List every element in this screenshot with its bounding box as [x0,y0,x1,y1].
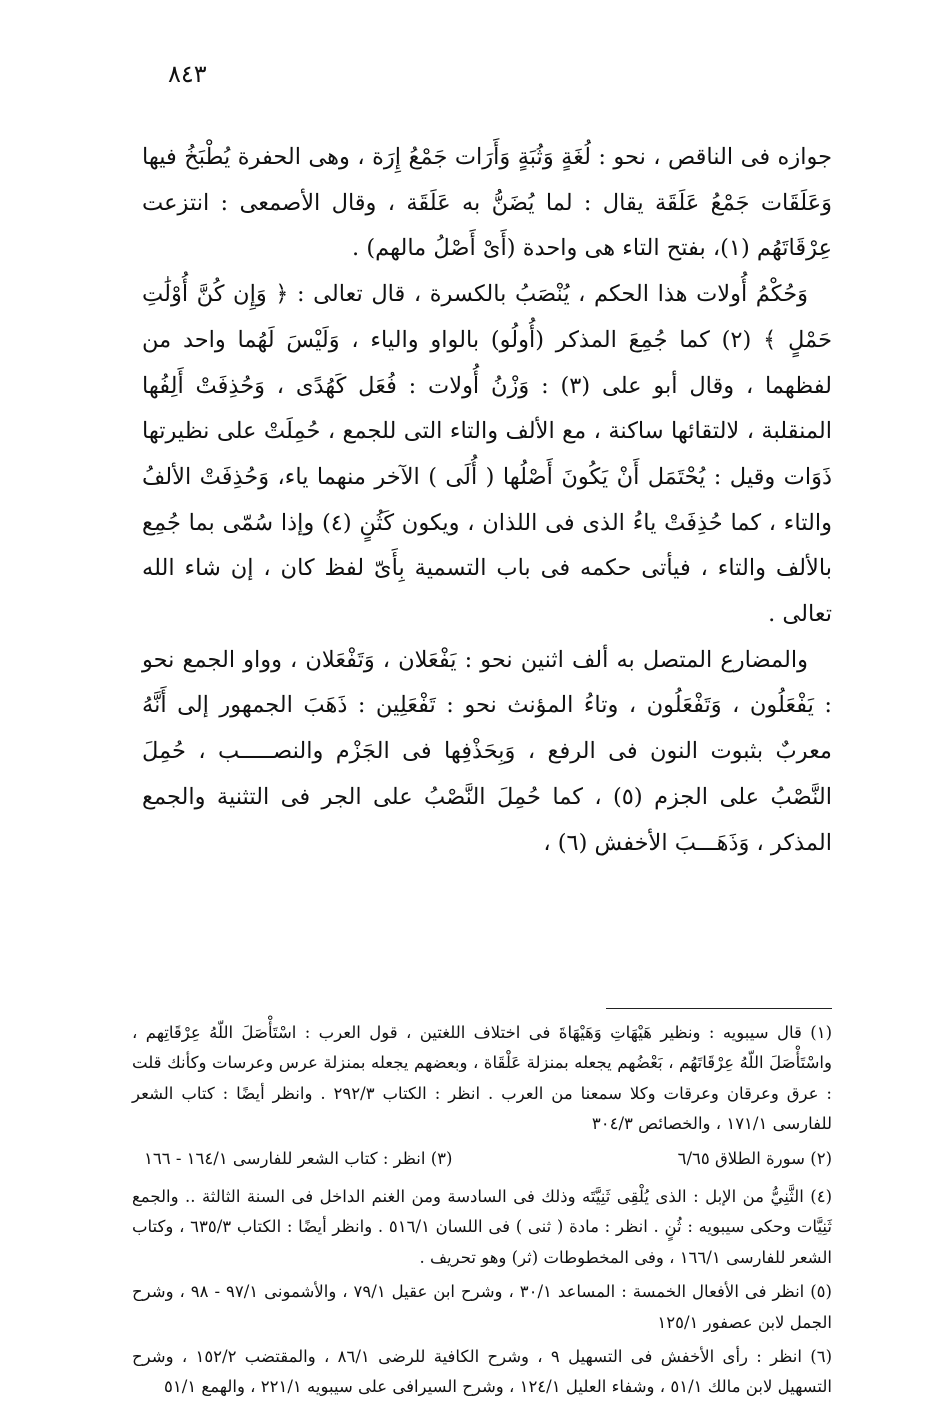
footnote-2: (٢) سورة الطلاق ٦/٦٥ [677,1148,832,1168]
body-paragraph-1: جوازه فى الناقص ، نحو : لُغَةٍ وَثُبَةٍ وَأَرَات جَمْعُ إِرَة ، وهى الحفرة يُطْبَخُ فيها وَعَلَقَات جَمْعُ عَلَقَة يقال : لما يُضَنُّ به عَلَقَة ، وقال الأصمعى : انتزعت عِرْقَاتَهُم (١)، بفتح التاء هى واحدة (أَىْ أَصْلُ مالهم) . [142,144,832,262]
body-paragraph-3: والمضارع المتصل به ألف اثنين نحو : يَفْعَلان ، وَتَفْعَلان ، وواو الجمع نحو : يَفْعَلُون ، وَتَفْعَلُون ، وتاءُ المؤنث نحو : تَفْعَلِين : ذَهَبَ الجمهور إلى أَنَّهُ معربٌ بثبوت النون فى الرفع ، وَبِحَذْفِها فى الجَزْم والنصـــــب ، حُمِلَ النَّصْبُ على الجزم (٥) ، كما حُمِلَ النَّصْبُ على الجر فى التثنية والجمع المذكر ، وَذَهَـــبَ الأخفش (٦) ، [142,646,832,856]
footnote-5: (٥) انظر فى الأفعال الخمسة : المساعد ٣٠/١ ، وشرح ابن عقيل ٧٩/١ ، والأشمونى ٩٧/١ - ٩٨ ، وشرح الجمل لابن عصفور ١٢٥/١ [132,1282,832,1332]
body-paragraph-2: وَحُكْمُ أُولات هذا الحكم ، يُنْصَبُ بالكسرة ، قال تعالى : ﴿ وَإِن كُنَّ أُوْلَٰتِ حَمْلٍ ﴾ (٢) كما جُمِعَ المذكر (أُولُو) بالواو والياء ، وَلَيْسَ لَهُما واحد من لفظهما ، وقال أبو على (٣) : وَزْنُ أُولات : فُعَل كَهُدًى ، وَحُذِفَتْ أَلِفُها المنقلبة ، لالتقائها ساكنة ، مع الألف والتاء التى للجمع ، حُمِلَتْ على نظيرتها ذَوَات وقيل : يُحْتَمَل أَنْ يَكُونَ أَصْلُها ( أُلَى ) الآخر منهما ياء، وَحُذِفَتْ الألفُ والتاء ، كما حُذِفَتْ ياءُ الذى فى اللذان ، ويكون كَثُنٍ (٤) وإذا سُمّى بما جُمِع بالألف والتاء ، فيأتى حكمه فى باب التسمية بِأَىّ لفظ كان ، إن شاء الله تعالى . [142,281,832,628]
footnotes [132,1018,832,1407]
footnote-1: (١) قال سيبويه : ونظير هَيْهَاتِ وَهَيْهَاةَ فى اختلاف اللغتين ، قول العرب : اسْتَأْصَلَ اللّهُ عِرْقَاتِهم ، واسْتَأْصَلَ اللّهُ عِرْقَاتَهُم ، بَعْضُهم يجعله بمنزلة عَلْقَاة ، وبعضهم يجعله بمنزلة عرس وعرسات وكأنك قلت : عرق وعرقان وعرقات وكلا سمعنا من العرب . انظر : الكتاب ٢٩٢/٣ . وانظر أيضًا : كتاب الشعر للفارسى ١٧١/١ ، والخصائص ٣٠٤/٣ [132,1023,832,1134]
footnote-3: (٣) انظر : كتاب الشعر للفارسى ١٦٤/١ - ١٦٦ [144,1148,453,1168]
footnote-separator [606,1008,832,1009]
footnote-row-2-3 [132,1144,832,1174]
page-number: ٨٤٣ [168,60,207,88]
footnote-6: (٦) انظر : رأى الأخفش فى التسهيل ٩ ، وشرح الكافية للرضى ٨٦/١ ، والمقتضب ١٥٢/٢ ، وشرح التسهيل لابن مالك ٥١/١ ، وشفاء العليل ١٢٤/١ ، وشرح السيرافى على سيبويه ٢٢١/١ ، والهمع ٥١/١ [132,1347,833,1397]
footnote-4: (٤) الثَّنِيُّ من الإبل : الذى يُلْقِى ثَنِيَّتَه وذلك فى السادسة ومن الغنم الداخل فى السنة الثالثة .. والجمع ثَنِيَّات وحكى سيبويه : ثُنٍ . انظر : مادة ( ثنى ) فى اللسان ٥١٦/١ . وانظر أيضًا : الكتاب ٦٣٥/٣ ، وكتاب الشعر للفارسى ١٦٦/١ ، وفى المخطوطات (ثر) وهو تحريف . [132,1187,832,1267]
main-text [142,135,832,866]
